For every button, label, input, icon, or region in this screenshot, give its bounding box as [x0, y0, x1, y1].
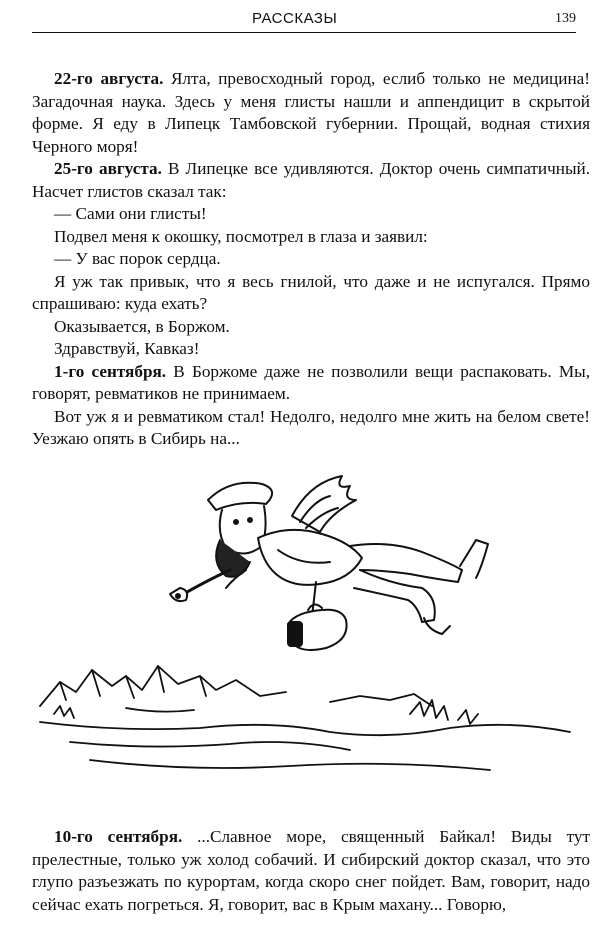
body-text-bottom [32, 826, 590, 916]
paragraph-sep1 [32, 361, 590, 406]
illustration-flying-man [30, 470, 590, 800]
flying-man-figure [170, 476, 488, 650]
entry-text: ...Славное море, священный Байкал! Виды тут прелестные, только уж холод собачий. И сибирский доктор сказал, что это глупо разъезжать по курортам, когда скоро снег пойдет. Вам, говорит, надо сейчас ехать погреться. Я, говорит, вас в Крым махану... Говорю, [32, 827, 591, 914]
entry-text: В Боржоме даже не позволили вещи распаковать. Мы, говорят, ревматиков не принимаем. [32, 361, 590, 403]
section-title: РАССКАЗЫ [252, 10, 338, 27]
paragraph: Я уж так привык, что я весь гнилой, что даже и не испугался. Прямо спрашиваю: куда ехать? [32, 271, 590, 313]
paragraph: Подвел меня к окошку, посмотрел в глаза и заявил: [54, 226, 428, 246]
running-header [32, 8, 576, 33]
dialogue-line: — У вас порок сердца. [54, 249, 221, 268]
paragraph: Здравствуй, Кавказ! [54, 339, 200, 358]
paragraph-aug25 [32, 158, 590, 203]
page-number: 139 [555, 11, 576, 26]
entry-date: 25-го августа. [54, 159, 162, 178]
entry-date: 1-го сентября. [54, 361, 167, 381]
dialogue-line: — Сами они глисты! [54, 204, 207, 223]
paragraph-aug22 [32, 68, 590, 158]
paragraph: Оказывается, в Боржом. [54, 316, 230, 336]
body-text-top [32, 68, 590, 451]
entry-date: 10-го сентября. [54, 827, 183, 846]
entry-text: В Липецке все удивляются. Доктор очень симпатичный. Насчет глистов сказал так: [32, 159, 590, 201]
paragraph-sep10 [32, 826, 590, 916]
paragraph: Вот уж я и ревматиком стал! Недолго, недолго мне жить на белом свете! Уезжаю опять в Сибирь на... [32, 406, 590, 448]
entry-text: Ялта, превосходный город, еслиб только не медицина! Загадочная наука. Здесь у меня глисты нашли и аппендицит в скрытой форме. Я еду в Липецк Тамбовской губернии. Прощай, водная стихия Черного моря! [32, 69, 590, 156]
mountain-landscape [40, 666, 570, 770]
entry-date: 22-го августа. [54, 69, 164, 88]
